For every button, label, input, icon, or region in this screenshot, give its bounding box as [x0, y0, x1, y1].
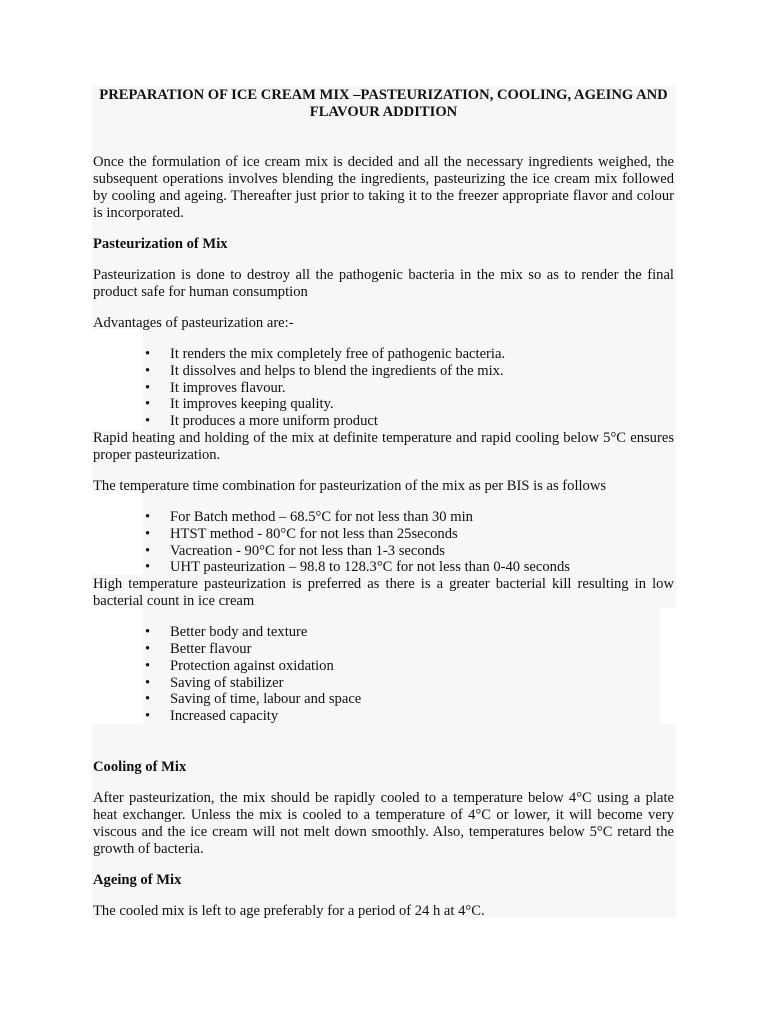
ageing-paragraph: The cooled mix is left to age preferably for a period of 24 h at 4°C.: [93, 902, 485, 919]
intro-paragraph: Once the formulation of ice cream mix is decided and all the necessary ingredients weighed, the subsequent operations involves blending the ingredients, pasteurizing the ice cream mix followed by cooling and ageing. Thereafter just prior to taking it to the freezer appropriate flavor and colour is incorporated.: [93, 154, 674, 221]
list-item: • It renders the mix completely free of pathogenic bacteria.: [170, 346, 674, 363]
list-item: • It dissolves and helps to blend the ingredients of the mix.: [170, 363, 674, 380]
document-content: [93, 87, 674, 934]
list-item: • Saving of stabilizer: [170, 675, 674, 692]
list-item: • For Batch method – 68.5°C for not less than 30 min: [170, 509, 674, 526]
high-temperature-paragraph: High temperature pasteurization is preferred as there is a greater bacterial kill resulting in low bacterial count in ice cream: [93, 576, 674, 610]
list-item: • Saving of time, labour and space: [170, 691, 674, 708]
bis-lead: The temperature time combination for pasteurization of the mix as per BIS is as follows: [93, 477, 607, 494]
benefits-list: [93, 624, 674, 725]
methods-list: [93, 509, 674, 576]
advantages-list: [93, 346, 674, 430]
list-item: • It produces a more uniform product: [170, 413, 674, 430]
ageing-heading: Ageing of Mix: [93, 871, 182, 888]
list-item: • Protection against oxidation: [170, 658, 674, 675]
list-item: • Better body and texture: [170, 624, 674, 641]
document-title: PREPARATION OF ICE CREAM MIX –PASTEURIZATION, COOLING, AGEING AND FLAVOUR ADDITION: [99, 87, 668, 120]
list-item: • Vacreation - 90°C for not less than 1-3 seconds: [170, 543, 674, 560]
list-item: • HTST method - 80°C for not less than 25seconds: [170, 526, 674, 543]
pasteurization-heading: Pasteurization of Mix: [93, 236, 228, 252]
pasteurization-paragraph: Pasteurization is done to destroy all the pathogenic bacteria in the mix so as to render the final product safe for human consumption: [93, 267, 674, 300]
list-item: • UHT pasteurization – 98.8 to 128.3°C for not less than 0-40 seconds: [170, 559, 674, 576]
cooling-heading: Cooling of Mix: [93, 758, 187, 775]
advantages-lead: Advantages of pasteurization are:-: [93, 315, 294, 331]
list-item: • Better flavour: [170, 641, 674, 658]
cooling-paragraph: After pasteurization, the mix should be rapidly cooled to a temperature below 4°C using a plate heat exchanger. Unless the mix is cooled to a temperature of 4°C or lower, it will become very viscous and the ice cream will not melt down smoothly. Also, temperatures below 5°C retard the growth of bacteria.: [93, 789, 674, 857]
list-item: • It improves flavour.: [170, 380, 674, 397]
list-item: • It improves keeping quality.: [170, 396, 674, 413]
proper-pasteurization-paragraph: Rapid heating and holding of the mix at definite temperature and rapid cooling below 5°C ensures proper pasteurization.: [93, 429, 674, 463]
list-item: • Increased capacity: [170, 708, 674, 725]
